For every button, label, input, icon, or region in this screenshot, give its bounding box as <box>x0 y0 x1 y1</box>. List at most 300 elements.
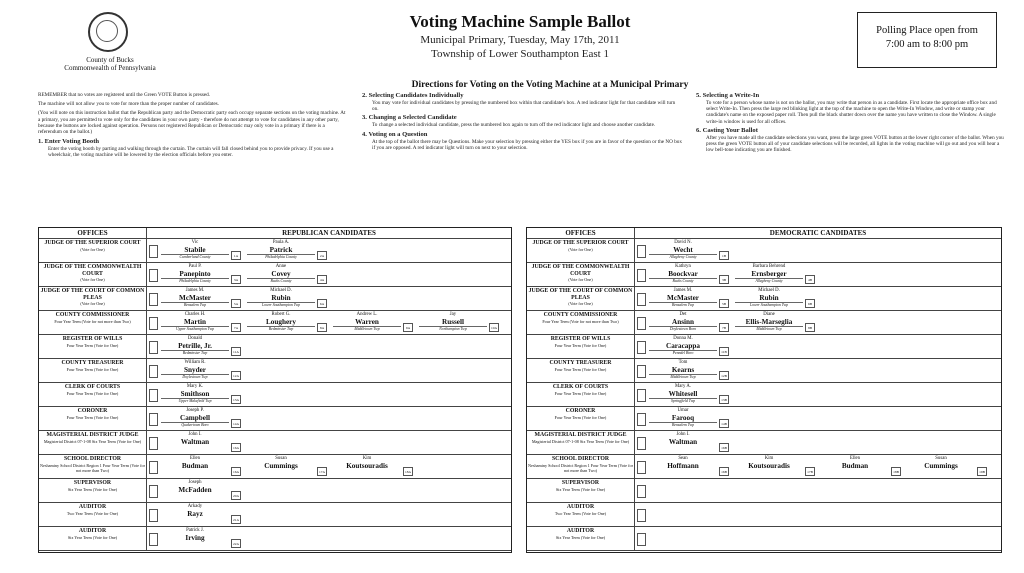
candidate <box>419 312 487 332</box>
candidate-first-name: Tom <box>678 360 688 365</box>
candidate-first-name: William R. <box>184 360 206 365</box>
candidate-last-name: Ernsberger <box>751 270 787 278</box>
write-in-button[interactable] <box>149 437 158 450</box>
candidate-first-name: Umar <box>677 408 689 413</box>
office-label <box>527 503 635 526</box>
candidate-last-name: McFadden <box>178 486 212 494</box>
office-label <box>39 503 147 526</box>
candidate <box>247 240 315 260</box>
write-in-button[interactable] <box>149 365 158 378</box>
candidate-select-button[interactable]: 17B <box>805 467 815 476</box>
candidate <box>735 264 803 284</box>
candidate-last-name: Koutsouradis <box>346 462 388 470</box>
candidate-town: Bedminster Twp <box>161 350 229 356</box>
office-note: (Vote for One) <box>80 246 105 252</box>
candidate-first-name: Joseph P. <box>186 408 204 413</box>
office-title: REGISTER OF WILLS <box>62 336 123 342</box>
candidate <box>907 456 975 470</box>
step-2-text: You may vote for individual candidates by pressing the numbered box within that candidate's box. A red indicator light for that candidate will turn on. <box>372 100 676 113</box>
candidate-town: Philadelphia County <box>161 278 229 284</box>
candidate-town: Northampton Twp <box>419 326 487 332</box>
candidate-first-name: Mary A. <box>675 384 691 389</box>
candidate-select-button[interactable]: 11A <box>231 347 241 356</box>
ballot-title: Voting Machine Sample Ballot <box>409 12 631 31</box>
candidate <box>247 288 315 308</box>
candidate-last-name: Caracappa <box>666 342 700 350</box>
write-in-button[interactable] <box>637 341 646 354</box>
candidate <box>649 432 717 446</box>
instructions-middle <box>362 92 682 151</box>
office-row <box>527 479 1001 503</box>
candidate-select-button[interactable]: 16A <box>231 467 241 476</box>
candidate-first-name: Arkady <box>187 504 203 509</box>
candidate-last-name: Boockvar <box>668 270 698 278</box>
office-note: Four Year Term (Vote for One) <box>554 366 607 372</box>
office-row <box>39 431 511 455</box>
candidate-select-button[interactable]: 6A <box>317 299 327 308</box>
candidate <box>161 288 229 308</box>
candidate-town: Bensalem Twp <box>649 422 717 428</box>
candidate <box>247 312 315 332</box>
office-label <box>527 311 635 334</box>
candidate-town: Philadelphia County <box>247 254 315 260</box>
office-note: (Vote for One) <box>80 277 105 283</box>
candidate-first-name: Barbara Behrend <box>752 264 786 269</box>
candidate-town: Allegheny County <box>649 254 717 260</box>
step-2-title: 2. Selecting Candidates Individually <box>362 92 464 99</box>
candidate-last-name: Irving <box>185 534 205 542</box>
candidate-last-name: Farooq <box>671 414 695 422</box>
office-row <box>527 263 1001 287</box>
write-in-button[interactable] <box>637 293 646 306</box>
candidate <box>649 456 717 470</box>
office-row <box>39 407 511 431</box>
office-note: Two Year Term (Vote for One) <box>66 510 119 516</box>
candidate-first-name: Mary K. <box>186 384 204 389</box>
polling-line-2: 7:00 am to 8:00 pm <box>885 39 969 50</box>
candidate-last-name: Rubin <box>759 294 779 302</box>
candidate-first-name: Kathryn <box>675 264 691 269</box>
candidate-select-button[interactable]: 16A <box>231 443 241 452</box>
candidate-last-name: McMaster <box>179 294 211 302</box>
candidate-last-name: Panepinto <box>179 270 211 278</box>
county-label <box>60 56 160 72</box>
candidate-last-name: Campbell <box>180 414 210 422</box>
candidate-last-name: Ellis-Marseglia <box>745 318 793 326</box>
write-in-button[interactable] <box>637 365 646 378</box>
candidate <box>649 384 717 404</box>
candidate-last-name: Wecht <box>673 246 693 254</box>
write-in-button[interactable] <box>637 437 646 450</box>
instructions-left <box>38 92 348 159</box>
office-note: Magisterial District 07-1-08 Six Year Term (Vote for One) <box>43 438 142 444</box>
step-6-title: 6. Casting Your Ballot <box>696 126 758 134</box>
candidate <box>161 360 229 380</box>
candidate <box>735 312 803 332</box>
office-label <box>527 263 635 286</box>
candidate-select-button[interactable]: 5B <box>719 299 729 308</box>
candidate <box>161 264 229 284</box>
candidate <box>247 264 315 284</box>
machine-text: The machine will not allow you to vote for more than the proper number of candidates. <box>38 101 219 108</box>
candidate-select-button[interactable]: 16B <box>719 443 729 452</box>
office-title: CLERK OF COURTS <box>64 384 121 390</box>
candidate-select-button[interactable]: 18A <box>403 467 413 476</box>
candidate-town: Doylestown Twp <box>161 374 229 380</box>
write-in-button[interactable] <box>637 485 646 498</box>
write-in-button[interactable] <box>637 245 646 258</box>
candidate-first-name: Donna M. <box>673 336 693 341</box>
step-4-title: 4. Voting on a Question <box>362 130 428 138</box>
write-in-button[interactable] <box>149 341 158 354</box>
office-title: AUDITOR <box>78 528 107 534</box>
candidate-town: Middletown Twp <box>333 326 401 332</box>
candidate-town: Cumberland County <box>161 254 229 260</box>
office-row <box>39 503 511 527</box>
democratic-candidates-header: DEMOCRATIC CANDIDATES <box>635 228 1001 239</box>
candidate <box>649 336 717 356</box>
candidate-first-name: Diane <box>763 312 775 317</box>
candidate-last-name: Petrille, Jr. <box>178 342 212 350</box>
office-row <box>39 455 511 479</box>
step-3-text: To change a selected individual candidate, press the numbered box again to turn off the red indicator light and choose another candidate. <box>372 122 656 129</box>
office-row <box>39 479 511 503</box>
candidate-last-name: Cummings <box>924 462 958 470</box>
candidate-last-name: Russell <box>442 318 464 326</box>
candidate-first-name: Sean <box>678 456 688 461</box>
office-note: Four Year Term (Vote for One) <box>554 414 607 420</box>
candidate-first-name: Anne <box>275 264 287 269</box>
write-in-button[interactable] <box>637 533 646 546</box>
write-in-button[interactable] <box>637 413 646 426</box>
candidate-first-name: James M. <box>185 288 205 293</box>
candidate-last-name: Waltman <box>180 438 210 446</box>
candidate-select-button[interactable]: 22A <box>231 539 241 548</box>
candidate-select-button[interactable]: 7A <box>231 323 241 332</box>
democratic-ballot <box>526 227 1002 553</box>
office-title: CORONER <box>77 408 108 414</box>
candidate-select-button[interactable]: 14B <box>719 419 729 428</box>
office-label <box>39 263 147 286</box>
candidate-select-button[interactable]: 3A <box>231 275 241 284</box>
candidate-first-name: Susan <box>935 456 947 461</box>
candidate-select-button[interactable]: 6B <box>805 299 815 308</box>
write-in-button[interactable] <box>149 509 158 522</box>
candidate-first-name: Jay <box>449 312 457 317</box>
candidate <box>161 240 229 260</box>
write-in-button[interactable] <box>637 389 646 402</box>
candidate <box>161 312 229 332</box>
candidate-last-name: Waltman <box>668 438 698 446</box>
step-5-text: To vote for a person whose name is not on the ballot, you may write that person in as a candidate. First locate the appropriate office box and select Write-In. Then press the large red blinking light at the top of the machine to open the Write-In Window, and write or stamp your candidate's name on the exposed paper roll. Then pull the black shutter down over the name you have written to close the Window. A single write-in window is used for all offices. <box>706 100 997 125</box>
offices-header: OFFICES <box>39 228 147 239</box>
candidate-town: Allegheny County <box>735 278 803 284</box>
candidate-first-name: Paula A. <box>272 240 290 245</box>
candidate <box>161 456 229 470</box>
candidate-last-name: Loughery <box>266 318 296 326</box>
office-title: AUDITOR <box>566 528 595 534</box>
office-title: JUDGE OF THE COURT OF COMMON PLEAS <box>528 288 633 301</box>
candidate-first-name: Michael D. <box>270 288 292 293</box>
candidate <box>161 480 229 494</box>
polling-hours-box <box>857 12 997 68</box>
candidate-select-button[interactable]: 12B <box>719 371 729 380</box>
candidate-town: Penndel Boro <box>649 350 717 356</box>
office-note: Four Year Term (Vote for not more than Two) <box>54 318 131 324</box>
candidate-first-name: Joseph <box>188 480 202 485</box>
candidate <box>333 312 401 332</box>
office-note: Two Year Term (Vote for One) <box>554 510 607 516</box>
write-in-button[interactable] <box>149 533 158 546</box>
candidate-last-name: Stabile <box>184 246 206 254</box>
write-in-button[interactable] <box>149 485 158 498</box>
office-title: MAGISTERIAL DISTRICT JUDGE <box>534 432 627 438</box>
office-row <box>527 383 1001 407</box>
candidate-select-button[interactable]: 4A <box>317 275 327 284</box>
candidate <box>161 528 229 542</box>
candidate-last-name: Snyder <box>184 366 206 374</box>
candidate-first-name: John I. <box>676 432 690 437</box>
office-note: (Vote for One) <box>568 301 593 307</box>
office-label <box>527 431 635 454</box>
candidate-last-name: Smithson <box>180 390 210 398</box>
office-label <box>527 455 635 478</box>
office-title: SUPERVISOR <box>73 480 112 486</box>
write-in-button[interactable] <box>149 389 158 402</box>
step-4-text: At the top of the ballot there may be Questions. Make your selection by pressing either the YES box if you are in favor of the question or the NO box if you are opposed. A red indicator light will turn on next to your selection. <box>372 138 682 151</box>
candidate <box>649 240 717 260</box>
candidate-select-button[interactable]: 1B <box>719 251 729 260</box>
candidate-select-button[interactable]: 11B <box>719 347 729 356</box>
office-row <box>39 239 511 263</box>
candidate-select-button[interactable]: 17A <box>317 467 327 476</box>
office-note: Six Year Term (Vote for One) <box>555 534 606 540</box>
ballot-subtitle: Municipal Primary, Tuesday, May 17th, 2011 <box>420 34 620 46</box>
office-row <box>39 311 511 335</box>
office-title: JUDGE OF THE COMMONWEALTH COURT <box>43 264 142 277</box>
candidate <box>649 264 717 284</box>
office-title: AUDITOR <box>78 504 107 510</box>
candidate-last-name: Patrick <box>269 246 293 254</box>
write-in-button[interactable] <box>149 461 158 474</box>
office-title: JUDGE OF THE SUPERIOR COURT <box>532 240 629 246</box>
write-in-button[interactable] <box>149 293 158 306</box>
candidate-town: Bensalem Twp <box>161 302 229 308</box>
write-in-button[interactable] <box>637 509 646 522</box>
remember-text: REMEMBER that no votes are registered until the Green VOTE Button is pressed. <box>38 92 211 98</box>
candidate <box>735 456 803 470</box>
office-note: Six Year Term (Vote for One) <box>67 534 118 540</box>
office-label <box>39 239 147 262</box>
candidate-first-name: James M. <box>673 288 693 293</box>
office-row <box>527 335 1001 359</box>
office-title: SCHOOL DIRECTOR <box>551 456 610 462</box>
candidate-last-name: Martin <box>184 318 206 326</box>
candidate-town: Quakertown Boro <box>161 422 229 428</box>
office-label <box>527 527 635 550</box>
commonwealth-line: Commonwealth of Pennsylvania <box>64 64 156 72</box>
office-label <box>39 431 147 454</box>
office-note: Neshaminy School District Region 1 Four Year Term (Vote for not more than Two) <box>528 462 633 473</box>
office-note: Four Year Term (Vote for not more than Two) <box>542 318 619 324</box>
candidate-first-name: Charles H. <box>184 312 206 317</box>
candidate-first-name: Andrew L. <box>356 312 378 317</box>
office-row <box>527 311 1001 335</box>
office-label <box>527 239 635 262</box>
write-in-button[interactable] <box>149 245 158 258</box>
office-row <box>527 359 1001 383</box>
candidate <box>649 408 717 428</box>
candidate-select-button[interactable]: 21A <box>231 515 241 524</box>
office-title: COUNTY TREASURER <box>61 360 124 366</box>
office-note: (Vote for One) <box>568 277 593 283</box>
candidate-last-name: Whitesell <box>668 390 698 398</box>
candidate-select-button[interactable]: 19B <box>977 467 987 476</box>
candidate-first-name: Paul P. <box>188 264 202 269</box>
office-title: COUNTY COMMISSIONER <box>55 312 130 318</box>
candidate-select-button[interactable]: 3B <box>719 275 729 284</box>
office-note: (Vote for One) <box>80 301 105 307</box>
candidate-first-name: Donald <box>187 336 203 341</box>
write-in-button[interactable] <box>637 461 646 474</box>
instructions-right <box>696 92 1008 153</box>
write-in-button[interactable] <box>637 317 646 330</box>
office-note: Four Year Term (Vote for One) <box>66 414 119 420</box>
candidate <box>161 336 229 356</box>
candidate <box>161 504 229 518</box>
office-note: Four Year Term (Vote for One) <box>66 342 119 348</box>
candidate-select-button[interactable]: 20A <box>231 491 241 500</box>
office-title: SCHOOL DIRECTOR <box>63 456 122 462</box>
candidate <box>333 456 401 470</box>
candidate-select-button[interactable]: 16B <box>719 467 729 476</box>
candidate-select-button[interactable]: 2A <box>317 251 327 260</box>
candidate <box>247 456 315 470</box>
candidate-last-name: Kearns <box>671 366 695 374</box>
candidate-first-name: Kim <box>362 456 372 461</box>
candidate-town: Bedminster Twp <box>247 326 315 332</box>
candidate-select-button[interactable]: 8A <box>317 323 327 332</box>
candidate <box>735 288 803 308</box>
candidate-select-button[interactable]: 13A <box>231 395 241 404</box>
write-in-button[interactable] <box>149 317 158 330</box>
office-row <box>39 287 511 311</box>
step-3-title: 3. Changing a Selected Candidate <box>362 114 457 122</box>
step-1-title: 1. Enter Voting Booth <box>38 138 100 146</box>
office-label <box>39 287 147 310</box>
office-note: Four Year Term (Vote for One) <box>66 390 119 396</box>
candidate-last-name: Ansinn <box>672 318 694 326</box>
candidate-first-name: Patrick J. <box>186 528 204 533</box>
candidate-last-name: Rayz <box>187 510 203 518</box>
candidate-town: Bucks County <box>247 278 315 284</box>
candidate-select-button[interactable]: 1A <box>231 251 241 260</box>
office-title: SUPERVISOR <box>561 480 600 486</box>
candidate-last-name: Budman <box>181 462 209 470</box>
office-note: Six Year Term (Vote for One) <box>555 486 606 492</box>
office-label <box>39 407 147 430</box>
write-in-button[interactable] <box>149 413 158 426</box>
candidate-first-name: Ellen <box>849 456 861 461</box>
republican-ballot <box>38 227 512 553</box>
candidate <box>821 456 889 470</box>
candidate <box>649 288 717 308</box>
step-6-text: After you have made all the candidate selections you want, press the large green VOTE button at the lower right corner of the ballot. When you press the green VOTE button all of your candidate selections will be recorded, all lights in the voting machine will go out and you will hear a low bell-tone indicating you are finished. <box>706 134 1004 154</box>
candidate-last-name: Budman <box>841 462 869 470</box>
candidate-select-button[interactable]: 13B <box>719 395 729 404</box>
candidate-town: Lower Southampton Twp <box>247 302 315 308</box>
office-row <box>39 263 511 287</box>
office-label <box>527 359 635 382</box>
candidate <box>649 360 717 380</box>
write-in-button[interactable] <box>637 269 646 282</box>
candidate-select-button[interactable]: 14A <box>231 419 241 428</box>
candidate-last-name: Cummings <box>264 462 298 470</box>
candidate-town: Upper Makefield Twp <box>161 398 229 404</box>
step-5-title: 5. Selecting a Write-In <box>696 92 760 99</box>
candidate-town: Upper Southampton Twp <box>161 326 229 332</box>
step-1-text: Enter the voting booth by parting and walking through the curtain. The curtain will fall closed behind you to provide privacy. If you use a wheelchair, the voting machine will be lowered by the election officials before you enter. <box>48 146 334 159</box>
office-title: REGISTER OF WILLS <box>550 336 611 342</box>
office-title: CLERK OF COURTS <box>552 384 609 390</box>
candidate-town: Doylestown Boro <box>649 326 717 332</box>
office-title: JUDGE OF THE COURT OF COMMON PLEAS <box>40 288 145 301</box>
candidate-select-button[interactable]: 10A <box>489 323 499 332</box>
office-note: (Vote for One) <box>568 246 593 252</box>
office-note: Magisterial District 07-1-08 Six Year Term (Vote for One) <box>531 438 630 444</box>
candidate-select-button[interactable]: 5A <box>231 299 241 308</box>
candidate-town: Middletown Twp <box>649 374 717 380</box>
office-title: COUNTY COMMISSIONER <box>543 312 618 318</box>
candidate-town: Middletown Twp <box>735 326 803 332</box>
office-label <box>39 359 147 382</box>
candidate-select-button[interactable]: 12A <box>231 371 241 380</box>
write-in-button[interactable] <box>149 269 158 282</box>
candidate-first-name: John I. <box>188 432 202 437</box>
candidate-last-name: Warren <box>355 318 379 326</box>
candidate-select-button[interactable]: 9A <box>403 323 413 332</box>
candidate-select-button[interactable]: 8B <box>805 323 815 332</box>
candidate-first-name: Robert G. <box>271 312 291 317</box>
candidate-select-button[interactable]: 4B <box>805 275 815 284</box>
office-row <box>527 431 1001 455</box>
office-row <box>527 527 1001 551</box>
candidate-first-name: Kim <box>764 456 774 461</box>
candidate-last-name: Rubin <box>271 294 291 302</box>
candidate-town: Bensalem Twp <box>649 302 717 308</box>
office-label <box>527 335 635 358</box>
office-title: COUNTY TREASURER <box>549 360 612 366</box>
candidate <box>161 432 229 446</box>
office-row <box>527 503 1001 527</box>
candidate-last-name: Hoffmann <box>667 462 699 470</box>
office-note: Neshaminy School District Region 1 Four Year Term (Vote for not more than Two) <box>40 462 145 473</box>
candidate-select-button[interactable]: 18B <box>891 467 901 476</box>
office-row <box>527 287 1001 311</box>
candidate-first-name: Vic <box>191 240 199 245</box>
office-row <box>527 239 1001 263</box>
candidate-first-name: Ellen <box>189 456 201 461</box>
office-label <box>527 287 635 310</box>
candidate <box>161 384 229 404</box>
office-note: Four Year Term (Vote for One) <box>554 342 607 348</box>
candidate-first-name: David N. <box>674 240 692 245</box>
candidate-town: Lower Southampton Twp <box>735 302 803 308</box>
office-row <box>39 335 511 359</box>
candidate-town: Springfield Twp <box>649 398 717 404</box>
offices-header: OFFICES <box>527 228 635 239</box>
candidate-select-button[interactable]: 7B <box>719 323 729 332</box>
